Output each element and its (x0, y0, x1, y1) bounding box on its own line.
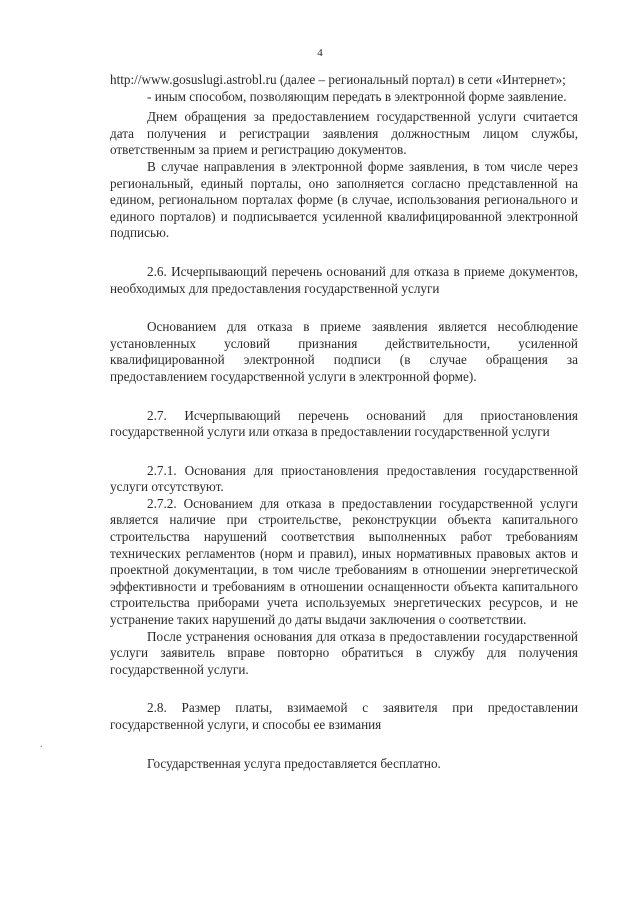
paragraph-electronic-form: В случае направления в электронной форме заявления, в том числе через региональный, единый порталы, оно заполняется согласно представленной на едином, региональном порталах форме (в случае, использования регионального и единого порталов) и подписывается усиленной квалифицированной электронной подписью. (110, 158, 578, 241)
section-heading-2-8: 2.8. Размер платы, взимаемой с заявителя при предоставлении государственной услуги, и способы ее взимания (110, 700, 578, 732)
paragraph-2-7-1: 2.7.1. Основания для приостановления предоставления государственной услуги отсутствуют. (110, 462, 578, 495)
paragraph-other-method: - иным способом, позволяющим передать в электронной форме заявление. (147, 88, 567, 104)
paragraph-application-date: Днем обращения за предоставлением государственной услуги считается дата получения и регистрации заявления должностным лицом службы, ответственным за прием и регистрацию документов. (110, 109, 578, 158)
section-heading-2-6: 2.6. Исчерпывающий перечень оснований для отказа в приеме документов, необходимых для предоставления государственной услуги (110, 263, 578, 296)
section-heading-2-7: 2.7. Исчерпывающий перечень оснований для приостановления государственной услуги или отказа в предоставлении государственной услуги (110, 407, 578, 440)
paragraph-free-service: Государственная услуга предоставляется бесплатно. (147, 755, 441, 771)
paragraph-refusal-grounds: Основанием для отказа в приеме заявления является несоблюдение установленных условий признания действительности, усиленной квалифицированной электронной подписи (в случае обращения за предоставлением государственной услуги в электронной форме). (110, 319, 578, 384)
paragraph-portal-url: http://www.gosuslugi.astrobl.ru (далее – региональный портал) в сети «Интернет»; (110, 72, 566, 87)
document-body (110, 72, 578, 772)
page-number: 4 (317, 47, 323, 59)
paragraph-reapply: После устранения основания для отказа в предоставлении государственной услуги заявитель вправе повторно обратиться в службу для получения государственной услуги. (110, 628, 578, 677)
stray-mark: . (40, 739, 43, 750)
paragraph-2-7-2: 2.7.2. Основанием для отказа в предоставлении государственной услуги является наличие при строительстве, реконструкции объекта капитального строительства нарушений соответствия выполненных работ требованиям технических регламентов (норм и правил), иных нормативных правовых актов и проектной документации, в том числе требованиям в отношении энергетической эффективности и требованиям в отношении оснащенности объекта капитального строительства приборами учета используемых энергетических ресурсов, и не устранение таких нарушений до даты выдачи заключения о соответствии. (110, 495, 578, 628)
